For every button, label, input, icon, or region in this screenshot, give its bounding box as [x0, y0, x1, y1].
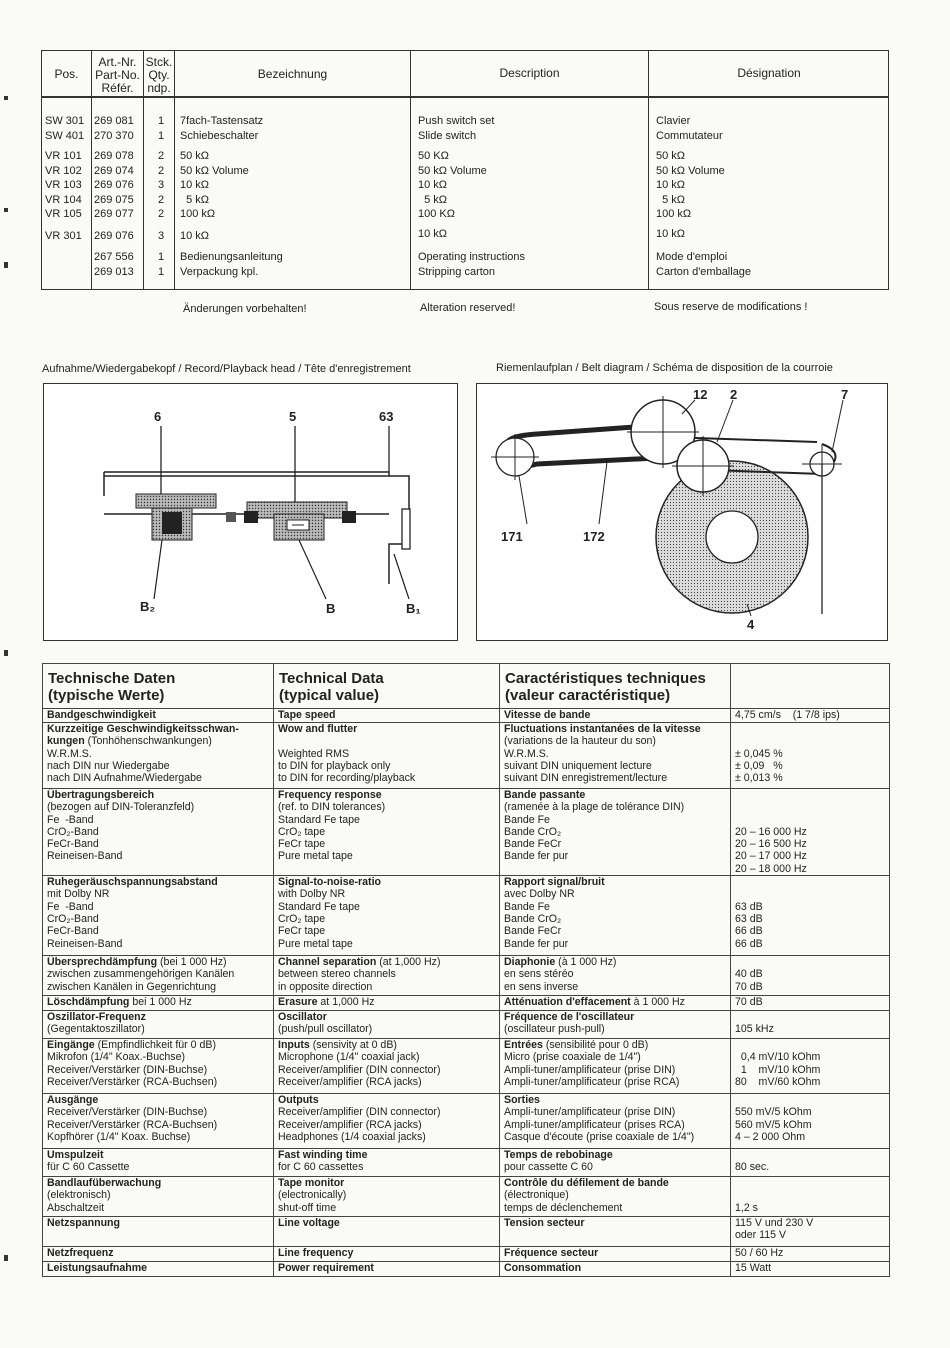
tech-param-title: Inputs [278, 1039, 310, 1052]
header-art-nr: Art.-Nr. Part-No. Référ. [95, 55, 140, 95]
header-designation: Désignation [737, 66, 801, 80]
head-label-5: 5 [289, 409, 297, 424]
tech-param-title: Vitesse de bande [504, 709, 591, 721]
tech-cell-fr [500, 709, 731, 723]
tech-param-title: Rapport signal/bruit [504, 876, 605, 889]
header-description: Description [499, 66, 560, 80]
tech-param-detail: Receiver/Verstärker (DIN-Buchse) Receiver/Verstärker (RCA-Buchsen) Kopfhörer (1/4" Koax. Buchse) [47, 1106, 218, 1143]
tech-cell-en [274, 789, 500, 876]
tech-row [43, 1247, 890, 1262]
tech-cell-de [43, 1217, 274, 1247]
tech-value: ± 0,045 % ± 0,09 % ± 0,013 % [731, 723, 890, 789]
tech-cell-de [43, 1149, 274, 1177]
tech-value: 20 – 16 000 Hz 20 – 16 500 Hz 20 – 17 000 Hz 20 – 18 000 Hz [731, 789, 890, 876]
head-label-6: 6 [154, 409, 162, 424]
header-bezeichnung: Bezeichnung [257, 67, 328, 81]
tech-param-title: Übertragungsbereich [47, 789, 155, 801]
tech-row [43, 709, 890, 723]
tech-cell-en [274, 1247, 500, 1262]
tech-cell-fr [500, 996, 731, 1011]
tech-param-detail: (ref. to DIN tolerances) Standard Fe tape CrO₂ tape FeCr tape Pure metal tape [278, 801, 386, 863]
tech-value: 115 V und 230 V oder 115 V [731, 1217, 890, 1247]
head-label-b2: B₂ [140, 599, 156, 614]
tech-param-detail: (sensivity at 0 dB) Microphone (1/4" coaxial jack) Receiver/amplifier (DIN connector) Receiver/amplifier (RCA jacks) [278, 1039, 441, 1088]
tech-param-title: Channel separation [278, 956, 377, 969]
tech-cell-en [274, 1262, 500, 1277]
tech-param-title: Übersprechdämpfung [47, 956, 158, 969]
tech-param-title: Eingänge [47, 1039, 95, 1052]
belt-diagram-caption: Riemenlaufplan / Belt diagram / Schéma de disposition de la courroie [496, 362, 833, 374]
tech-param-title: Outputs [278, 1094, 319, 1107]
belt-drawing [477, 384, 887, 640]
tech-cell-fr [500, 1217, 731, 1247]
tech-param-detail: à 1 000 Hz [630, 996, 685, 1009]
tech-cell-fr [500, 723, 731, 789]
tech-param-title: Bande passante [504, 789, 586, 801]
tech-cell-fr [500, 789, 731, 876]
tech-param-title: Fluctuations instantanées de la vitesse [504, 723, 701, 735]
tech-param-detail: (electronically) shut-off time [278, 1189, 347, 1214]
tech-param-detail: (ramenée à la plage de tolérance DIN) Bande Fe Bande CrO₂ Bande FeCr Bande fer pur [504, 801, 685, 863]
tech-param-detail: für C 60 Cassette [47, 1161, 130, 1174]
tech-cell-en [274, 876, 500, 956]
tech-param-detail: (sensibilité pour 0 dB) Micro (prise coaxiale de 1/4") Ampli-tuner/amplificateur (prise DIN) Ampli-tuner/amplificateur (prise RCA) [504, 1039, 680, 1088]
tech-param-title: Signal-to-noise-ratio [278, 876, 381, 889]
tech-value: 550 mV/5 kOhm 560 mV/5 kOhm 4 – 2 000 Ohm [731, 1094, 890, 1149]
tech-param-detail: Weighted RMS to DIN for playback only to DIN for recording/playback [278, 747, 416, 785]
technical-data-table [42, 663, 890, 1277]
tech-row [43, 876, 890, 956]
tech-cell-fr [500, 956, 731, 996]
tech-row [43, 1177, 890, 1217]
tech-row [43, 723, 890, 789]
tech-param-title: Umspulzeit [47, 1149, 104, 1162]
tech-cell-en [274, 1217, 500, 1247]
tech-value: 80 sec. [731, 1149, 890, 1177]
tech-param-title: Power requirement [278, 1262, 374, 1275]
tech-param-detail: (push/pull oscillator) [278, 1023, 373, 1036]
tech-value: 70 dB [731, 996, 890, 1011]
tech-param-title: Consommation [504, 1262, 582, 1275]
tech-header-value [731, 664, 890, 709]
tech-cell-fr [500, 1262, 731, 1277]
tech-cell-de [43, 1262, 274, 1277]
tech-cell-fr [500, 1149, 731, 1177]
tech-value: 105 kHz [731, 1011, 890, 1039]
belt-label-172: 172 [583, 529, 605, 544]
tech-cell-en [274, 1177, 500, 1217]
tech-header-en: Technical Data (typical value) [274, 664, 500, 709]
tech-param-title: Fréquence secteur [504, 1247, 599, 1260]
tech-cell-de [43, 1177, 274, 1217]
tech-param-title: Frequency response [278, 789, 382, 801]
footer-en: Alteration reserved! [420, 302, 516, 314]
tech-param-detail: (variations de la hauteur du son) W.R.M.S. suivant DIN uniquement lecture suivant DIN enregistrement/lecture [504, 735, 668, 785]
tech-row [43, 1011, 890, 1039]
tech-param-title: Contrôle du défilement de bande [504, 1177, 669, 1190]
tech-row [43, 1149, 890, 1177]
tech-param-title: Löschdämpfung [47, 996, 130, 1009]
tech-param-title: Erasure [278, 996, 318, 1009]
tech-row [43, 1217, 890, 1247]
tech-param-title: Entrées [504, 1039, 543, 1052]
tech-cell-en [274, 956, 500, 996]
tech-value: 4,75 cm/s (1 7/8 ips) [731, 709, 890, 723]
tech-cell-de [43, 1039, 274, 1094]
tech-param-detail: (bei 1 000 Hz) zwischen zusammengehörigen Kanälen zwischen Kanälen in Gegenrichtung [47, 956, 235, 993]
belt-label-7: 7 [841, 387, 849, 402]
tech-param-title: Kurzzeitige Geschwindigkeitsschwan- kungen [47, 723, 239, 748]
tech-param-title: Tension secteur [504, 1217, 585, 1230]
tech-cell-fr [500, 1177, 731, 1217]
tech-value: 63 dB 63 dB 66 dB 66 dB [731, 876, 890, 956]
tech-param-title: Bandgeschwindigkeit [47, 709, 156, 721]
tech-param-detail: (bezogen auf DIN-Toleranzfeld) Fe -Band CrO₂-Band FeCr-Band Reineisen-Band [47, 801, 195, 863]
tech-param-title: Ausgänge [47, 1094, 99, 1107]
tech-cell-en [274, 723, 500, 789]
tech-value: 1,2 s [731, 1177, 890, 1217]
header-pos: Pos. [54, 67, 79, 81]
tech-row [43, 996, 890, 1011]
tech-param-title: Fast winding time [278, 1149, 368, 1162]
belt-label-2: 2 [730, 387, 738, 402]
tech-value: 40 dB 70 dB [731, 956, 890, 996]
footer-de: Änderungen vorbehalten! [183, 303, 307, 315]
tech-header-de: Technische Daten (typische Werte) [43, 664, 274, 709]
tech-param-detail: Receiver/amplifier (DIN connector) Receiver/amplifier (RCA jacks) Headphones (1/4 coaxial jacks) [278, 1106, 441, 1143]
tech-param-title: Fréquence de l'oscillateur [504, 1011, 635, 1024]
footer-fr: Sous reserve de modifications ! [654, 301, 808, 313]
tech-param-detail: with Dolby NR Standard Fe tape CrO₂ tape FeCr tape Pure metal tape [278, 888, 360, 950]
tech-cell-de [43, 1011, 274, 1039]
tech-row [43, 1094, 890, 1149]
header-qty: Stck. Qty. ndp. [145, 55, 173, 95]
tech-param-detail: (Gegentaktoszillator) [47, 1023, 145, 1036]
tech-param-detail: bei 1 000 Hz [129, 996, 192, 1009]
belt-diagram [476, 383, 888, 641]
head-label-b1: B₁ [406, 601, 421, 616]
tech-param-detail: (oscillateur push-pull) [504, 1023, 605, 1036]
tech-row [43, 1039, 890, 1094]
tech-cell-fr [500, 1247, 731, 1262]
margin-marks [0, 0, 12, 1348]
tech-param-detail: (électronique) temps de déclenchement [504, 1189, 623, 1214]
tech-param-detail: mit Dolby NR Fe -Band CrO₂-Band FeCr-Band Reineisen-Band [47, 888, 123, 950]
tech-param-detail: at 1,000 Hz [317, 996, 375, 1009]
record-playback-head-diagram [43, 383, 458, 641]
tech-param-title: Tape speed [278, 709, 336, 721]
head-drawing [44, 384, 457, 640]
tech-value: 0,4 mV/10 kOhm 1 mV/10 kOhm 80 mV/60 kOhm [731, 1039, 890, 1094]
tech-cell-de [43, 1094, 274, 1149]
tech-cell-en [274, 1011, 500, 1039]
tech-cell-fr [500, 1011, 731, 1039]
tech-param-detail: (à 1 000 Hz) en sens stéréo en sens inverse [504, 956, 617, 993]
tech-value: 50 / 60 Hz [731, 1247, 890, 1262]
tech-param-title: Bandlaufüberwachung [47, 1177, 162, 1190]
tech-cell-de [43, 876, 274, 956]
tech-param-title: Netzfrequenz [47, 1247, 114, 1260]
tech-cell-fr [500, 1039, 731, 1094]
tech-cell-de [43, 709, 274, 723]
tech-param-detail: Ampli-tuner/amplificateur (prise DIN) Ampli-tuner/amplificateur (prises RCA) Casque d'écoute (prise coaxiale de 1/4") [504, 1106, 695, 1143]
belt-label-12: 12 [693, 387, 708, 402]
tech-row [43, 1262, 890, 1277]
tech-header-row [43, 664, 890, 709]
tech-cell-de [43, 956, 274, 996]
tech-cell-de [43, 789, 274, 876]
tech-param-title: Diaphonie [504, 956, 556, 969]
tech-cell-en [274, 1039, 500, 1094]
tech-cell-en [274, 1094, 500, 1149]
head-label-63: 63 [379, 409, 394, 424]
tech-cell-fr [500, 1094, 731, 1149]
tech-param-detail: avec Dolby NR Bande Fe Bande CrO₂ Bande FeCr Bande fer pur [504, 888, 575, 950]
tech-param-title: Sorties [504, 1094, 540, 1107]
tech-param-detail: (Tonhöhenschwankungen) W.R.M.S. nach DIN nur Wiedergabe nach DIN Aufnahme/Wiedergabe [47, 735, 212, 785]
head-diagram-caption: Aufnahme/Wiedergabekopf / Record/Playback head / Tête d'enregistrement [42, 363, 411, 375]
tech-param-detail: for C 60 cassettes [278, 1161, 364, 1174]
belt-label-4: 4 [747, 617, 755, 632]
tech-cell-de [43, 723, 274, 789]
tech-header-fr: Caractéristiques techniques (valeur caractéristique) [500, 664, 731, 709]
tech-cell-fr [500, 876, 731, 956]
tech-param-title: Atténuation d'effacement [504, 996, 631, 1009]
tech-row [43, 789, 890, 876]
tech-cell-de [43, 1247, 274, 1262]
tech-param-title: Line frequency [278, 1247, 354, 1260]
tech-row [43, 956, 890, 996]
tech-param-detail: (Empfindlichkeit für 0 dB) Mikrofon (1/4" Koax.-Buchse) Receiver/Verstärker (DIN-Buchse) Receiver/Verstärker (RCA-Buchsen) [47, 1039, 218, 1088]
tech-value: 15 Watt [731, 1262, 890, 1277]
tech-param-detail: (elektronisch) Abschaltzeit [47, 1189, 111, 1214]
tech-cell-en [274, 1149, 500, 1177]
tech-param-title: Oszillator-Frequenz [47, 1011, 146, 1024]
tech-param-title: Leistungsaufnahme [47, 1262, 148, 1275]
tech-param-title: Temps de rebobinage [504, 1149, 613, 1162]
document-page: Pos. Art.-Nr. Part-No. Référ. Stck. Qty. ndp. Bezeichnung Description Désignation SW 301 SW 401 269 081 270 370 1 1 7fach-Tastensatz Schiebeschalter Push switch set Slide switch Clavier Commutateur VR 101 VR 102 VR 103 VR 104 VR 105 269 078 269 074 269 076 269 075 269 077 2 2 3 2 2 50 kΩ 50 kΩ Volume 10 kΩ 5 kΩ 100 kΩ 50 KΩ 50 kΩ Volume 10 kΩ 5 kΩ 100 KΩ 50 kΩ 50 kΩ Volume 10 kΩ 5 kΩ 100 kΩ VR 301 269 076 3 10 kΩ 10 kΩ 10 kΩ 267 556 269 013 1 1 Bedienungsanleitung Verpackung kpl. Operating instructions Stripping carton Mode d'emploi Carton d'emballage Änderungen vorbehalten! Alteration reserved! Sous reserve de modifications ! Aufnahme/Wiedergabekopf / Record/Playback head / Tête d'enregistrement Riemenlaufplan / Belt diagram / Schéma de disposition de la courroie 6 5 63 B₂ B B₁ 12 2 7 171 172 4 Technische Daten (typische Werte) Technical Data (typical value) Caractéristiques techniques (valeur caractéristique) Bandgeschwindigkeit Tape speed Vitesse de bande 4,75 cm/s (1 7/8 ips) Kurzzeitige Geschwindigkeitsschwan- kungen (Tonhöhenschwankungen) W.R.M.S. nach DIN nur Wiedergabe nach DIN Aufnahme/Wiedergabe Wow and flutter Weighted RMS to DIN for playback only to DIN for recording/playback Fluctuations instantanées de la vitesse (variations de la hauteur du son) W.R.M.S. suivant DIN uniquement lecture suivant DIN enregistrement/lecture ± 0,045 % ± 0,09 % ± 0,013 % Übertragungsbereich (bezogen auf DIN-Toleranzfeld) Fe -Band CrO₂-Band FeCr-Band Reineisen-Band Frequency response (ref. to DIN tolerances) Standard Fe tape CrO₂ tape FeCr tape Pure metal tape Bande passante (ramenée à la plage de tolérance DIN) Bande Fe Bande CrO₂ Bande FeCr Bande fer pur 20 – 16 000 Hz 20 – 16 500 Hz 20 – 17 000 Hz 20 – 18 000 Hz Ruhegeräuschspannungsabstand mit Dolby NR Fe -Band CrO₂-Band FeCr-Band Reineisen-Band Signal-to-noise-ratio with Dolby NR Standard Fe tape CrO₂ tape FeCr tape Pure metal tape Rapport signal/bruit avec Dolby NR Bande Fe Bande CrO₂ Bande FeCr Bande fer pur 63 dB 63 dB 66 dB 66 dB Übersprechdämpfung (bei 1 000 Hz) zwischen zusammengehörigen Kanälen zwischen Kanälen in Gegenrichtung Channel separation (at 1,000 Hz) between stereo channels in opposite direction Diaphonie (à 1 000 Hz) en sens stéréo en sens inverse 40 dB 70 dB Löschdämpfung bei 1 000 Hz Erasure at 1,000 Hz Atténuation d'effacement à 1 000 Hz 70 dB Oszillator-Frequenz (Gegentaktoszillator) Oscillator (push/pull oscillator) Fréquence de l'oscillateur (oscillateur push-pull) 105 kHz Eingänge (Empfindlichkeit für 0 dB) Mikrofon (1/4" Koax.-Buchse) Receiver/Verstärker (DIN-Buchse) Receiver/Verstärker (RCA-Buchsen) Inputs (sensivity at 0 dB) Microphone (1/4" coaxial jack) Receiver/amplifier (DIN connector) Receiver/amplifier (RCA jacks) Entrées (sensibilité pour 0 dB) Micro (prise coaxiale de 1/4") Ampli-tuner/amplificateur (prise DIN) Ampli-tuner/amplificateur (prise RCA) 0,4 mV/10 kOhm 1 mV/10 kOhm 80 mV/60 kOhm Ausgänge Receiver/Verstärker (DIN-Buchse) Receiver/Verstärker (RCA-Buchsen) Kopfhörer (1/4" Koax. Buchse) Outputs Receiver/amplifier (DIN connector) Receiver/amplifier (RCA jacks) Headphones (1/4 coaxial jacks) Sorties Ampli-tuner/amplificateur (prise DIN) Ampli-tuner/amplificateur (prises RCA) Casque d'écoute (prise coaxiale de 1/4") 550 mV/5 kOhm 560 mV/5 kOhm 4 – 2 000 Ohm Umspulzeit für C 60 Cassette Fast winding time for C 60 cassettes Temps de rebobinage pour cassette C 60 80 sec. Bandlaufüberwachung (elektronisch) Abschaltzeit Tape monitor (electronically) shut-off time Contrôle du défilement de bande (électronique) temps de déclenchement 1,2 s Netzspannung Line voltage Tension secteur 115 V und 230 V oder 115 V Netzfrequenz Line frequency Fréquence secteur 50 / 60 Hz Leistungsaufnahme Power requirement Consommation 15 Watt [0, 0, 950, 1348]
tech-param-title: Wow and flutter [278, 723, 358, 735]
tech-param-detail: pour cassette C 60 [504, 1161, 593, 1174]
tech-param-title: Tape monitor [278, 1177, 345, 1190]
head-label-b: B [326, 601, 336, 616]
tech-param-title: Oscillator [278, 1011, 327, 1024]
tech-cell-en [274, 996, 500, 1011]
tech-param-title: Netzspannung [47, 1217, 120, 1230]
tech-param-detail: (at 1,000 Hz) between stereo channels in opposite direction [278, 956, 441, 993]
belt-label-171: 171 [501, 529, 523, 544]
tech-param-title: Line voltage [278, 1217, 340, 1230]
tech-cell-de [43, 996, 274, 1011]
tech-param-title: Ruhegeräuschspannungsabstand [47, 876, 218, 889]
tech-cell-en [274, 709, 500, 723]
